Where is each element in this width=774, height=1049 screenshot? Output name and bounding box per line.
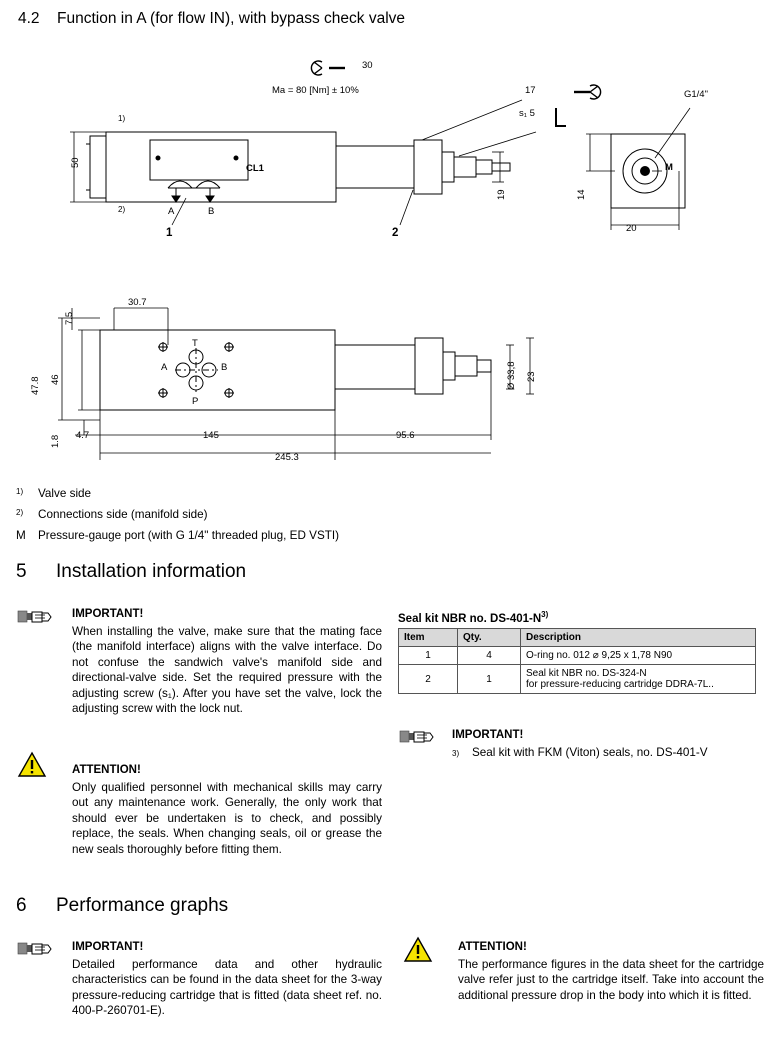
section-4-2-title: Function in A (for flow IN), with bypass check valve (57, 10, 406, 27)
legend-text-1: Connections side (manifold side) (38, 508, 208, 521)
cell-qty: 4 (458, 647, 521, 665)
callout-1: 1 (166, 227, 173, 239)
note-2-marker-top: 2) (118, 205, 126, 214)
important-hand-icon-1 (18, 608, 52, 626)
g14-label: G1/4" (684, 89, 708, 100)
dim-46-label: 46 (50, 374, 61, 385)
dim-30-7-label: 30.7 (128, 297, 147, 308)
dim-245-3-label: 245.3 (275, 452, 299, 463)
dim-145-label: 145 (203, 430, 219, 441)
callout-2: 2 (392, 227, 399, 239)
wrench-30-label: 30 (362, 60, 373, 71)
seal-kit-title (398, 607, 548, 627)
note-1-marker-top: 1) (118, 114, 126, 123)
port-b-label-top: B (208, 206, 215, 217)
seal-kit-footnote-text: Seal kit with FKM (Viton) seals, no. DS-401-V (472, 746, 708, 759)
th-qty: Qty. (458, 629, 521, 647)
section-6-attention-heading: ATTENTION! (458, 941, 527, 953)
th-description: Description (521, 629, 756, 647)
m-port-label-top: M (665, 162, 673, 173)
torque-label: Ma = 80 [Nm] ± 10% (272, 85, 359, 96)
seal-kit-footnote-heading: IMPORTANT! (452, 729, 524, 741)
dim-1-8-label: 1.8 (50, 434, 61, 448)
important-hand-icon-2 (400, 728, 434, 746)
important-hand-icon-3 (18, 940, 52, 958)
port-b-label-bottom: B (221, 362, 228, 373)
th-item: Item (399, 629, 458, 647)
section-4-2-number: 4.2 (18, 10, 40, 27)
legend-text-2: Pressure-gauge port (with G 1/4" threaded plug, ED VSTI) (38, 529, 340, 542)
dim-20-label: 20 (626, 223, 637, 234)
dim-19-label: 19 (496, 189, 507, 200)
section-5-attention-body: Only qualified personnel with mechanical skills may carry out any maintenance work. Generally, the only work that should ever be undertaken is to check, and possibly replace, the seals. When changing seals, oil or grease the new seals thoroughly before fitting them. (72, 781, 382, 856)
port-p-label: P (192, 396, 199, 407)
port-t-label: T (192, 338, 198, 349)
dim-14-label: 14 (576, 189, 587, 200)
section-6-important-heading: IMPORTANT! (72, 941, 144, 953)
seal-kit-title-sup: 3) (541, 610, 549, 619)
legend-key-0: 1) (16, 487, 24, 496)
seal-kit-table (398, 628, 756, 694)
section-5-important-body: When installing the valve, make sure that the mating face (the manifold interface) aligns with the valve interface. Do not confuse the sandwich valve's manifold side and directional-valve side. Set the required pressure with the adjusting screw (s₁). After you have set the valve, lock the adjusting screw with the lock nut. (72, 625, 382, 716)
dia-33-8-label: Ø 33,8 (506, 361, 517, 390)
section-6-title: Performance graphs (56, 895, 229, 916)
section-5-important-heading: IMPORTANT! (72, 608, 144, 620)
section-5-number: 5 (16, 561, 27, 582)
dim-4-7-label: 4.7 (76, 430, 90, 441)
port-a-label-bottom: A (161, 362, 168, 373)
section-6-important-body: Detailed performance data and other hydraulic characteristics can be found in the data sheet for the 3-way pressure-reducing cartridge that is fitted (data sheet ref. no. 400-P-260701-E). (72, 958, 382, 1018)
cell-qty: 1 (458, 665, 521, 694)
seal-kit-title-text: Seal kit NBR no. DS-401-N (398, 612, 542, 625)
cell-description: O-ring no. 012 ⌀ 9,25 x 1,78 N90 (521, 647, 756, 665)
port-a-label-top: A (168, 206, 175, 217)
dim-23-label: 23 (526, 371, 537, 382)
s1-label: s₁ 5 (519, 108, 535, 119)
cell-item: 1 (399, 647, 458, 665)
section-5-title: Installation information (56, 561, 247, 582)
section-6-attention-body: The performance figures in the data sheet for the cartridge valve refer just to the cartridge itself. Take into account the additional pressure drop in the body into which it is fitted. (458, 958, 764, 1002)
section-5-attention-heading: ATTENTION! (72, 764, 141, 776)
seal-kit-footnote-marker: 3) (452, 749, 460, 758)
section-6-number: 6 (16, 895, 27, 916)
cell-item: 2 (399, 665, 458, 694)
cell-description: Seal kit NBR no. DS-324-N for pressure-reducing cartridge DDRA-7L.. (521, 665, 756, 694)
dim-47-8-label: 47.8 (30, 376, 41, 395)
dim-50-label: 50 (70, 157, 81, 168)
attention-warning-icon-1 (18, 752, 46, 777)
dim-7-5-label: 7.5 (64, 311, 75, 325)
legend-key-1: 2) (16, 508, 24, 517)
cl1-label: CL1 (246, 163, 264, 174)
legend-key-2: M (16, 529, 26, 542)
table-row (399, 647, 756, 665)
legend-text-0: Valve side (38, 487, 92, 500)
attention-warning-icon-2 (404, 937, 432, 962)
table-header-row (399, 629, 756, 647)
table-row (399, 665, 756, 694)
wrench-17-label: 17 (525, 85, 536, 96)
dim-95-6-label: 95.6 (396, 430, 415, 441)
